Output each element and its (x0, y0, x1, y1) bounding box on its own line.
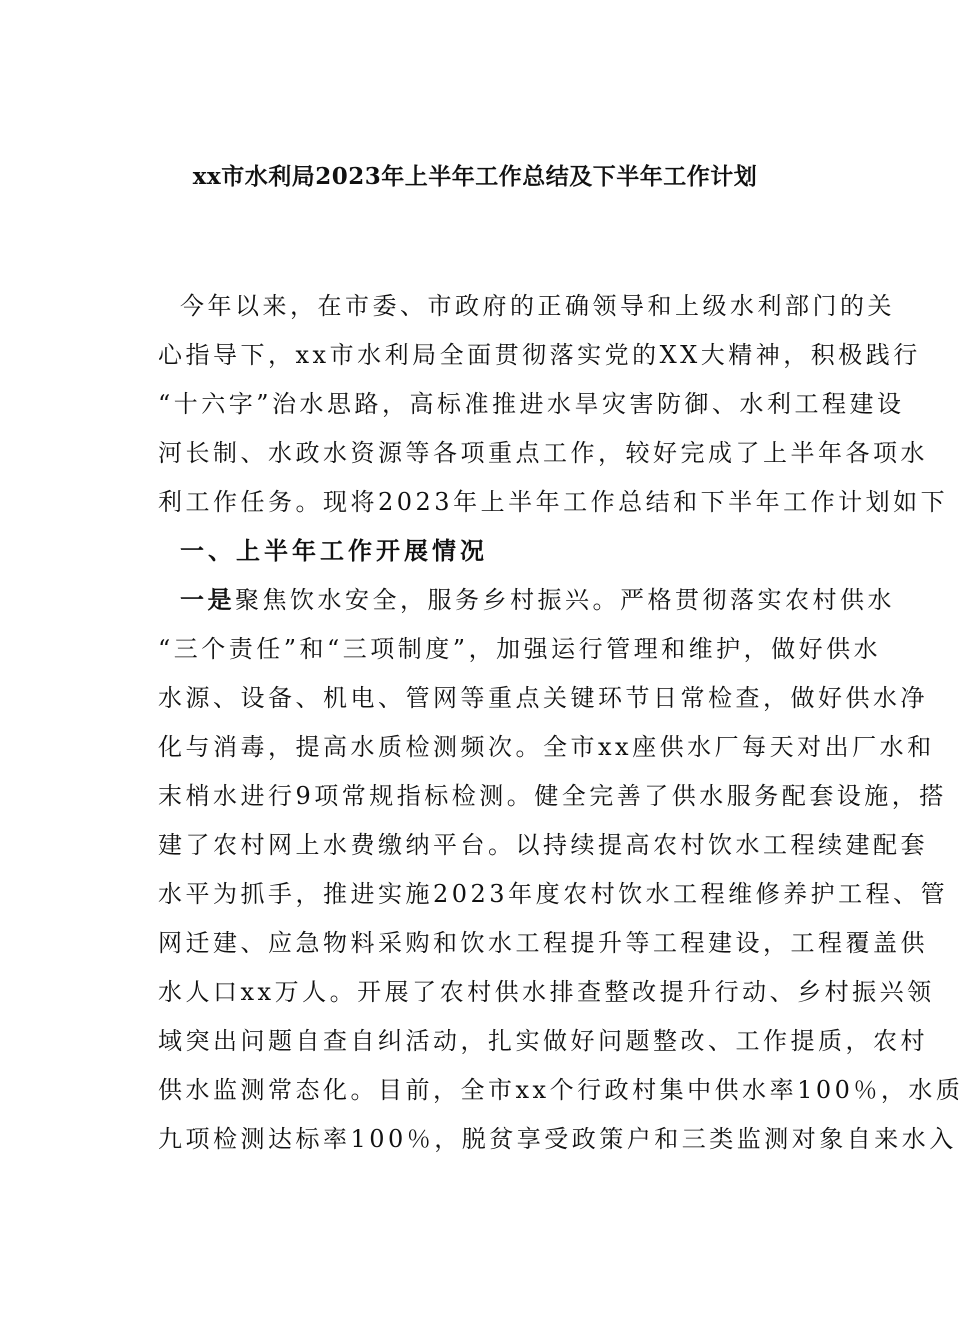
item1-line-2: “三个责任”和“三项制度”，加强运行管理和维护，做好供水 (158, 635, 882, 663)
item1-line-5: 末梢水进行9项常规指标检测。健全完善了供水服务配套设施，搭 (158, 782, 947, 810)
item1-line-9: 水人口xx万人。开展了农村供水排查整改提升行动、乡村振兴领 (158, 978, 935, 1006)
item1-line-1 (180, 582, 895, 618)
item1-line-12: 九项检测达标率100％，脱贫享受政策户和三类监测对象自来水入 (158, 1125, 957, 1153)
item1-line-11: 供水监测常态化。目前，全市xx个行政村集中供水率100％，水质 (158, 1076, 963, 1104)
item1-line-7: 水平为抓手，推进实施2023年度农村饮水工程维修养护工程、管 (158, 880, 949, 908)
item1-line-4: 化与消毒，提高水质检测频次。全市xx座供水厂每天对出厂水和 (158, 733, 935, 761)
intro-line-1: 今年以来，在市委、市政府的正确领导和上级水利部门的关 (180, 292, 895, 320)
item1-first-rest: 聚焦饮水安全，服务乡村振兴。严格贯彻落实农村供水 (235, 586, 895, 614)
intro-line-5: 利工作任务。现将2023年上半年工作总结和下半年工作计划如下 (158, 488, 949, 516)
document-title: xx市水利局2023年上半年工作总结及下半年工作计划 (192, 163, 758, 190)
section-heading-1: 一、上半年工作开展情况 (180, 536, 488, 565)
item1-line-8: 网迁建、应急物料采购和饮水工程提升等工程建设，工程覆盖供 (158, 929, 928, 957)
item1-line-10: 域突出问题自查自纠活动，扎实做好问题整改、工作提质，农村 (158, 1027, 928, 1055)
item1-line-3: 水源、设备、机电、管网等重点关键环节日常检查，做好供水净 (158, 684, 928, 712)
item1-lead: 一是 (180, 585, 235, 614)
item1-line-6: 建了农村网上水费缴纳平台。以持续提高农村饮水工程续建配套 (158, 831, 928, 859)
intro-line-4: 河长制、水政水资源等各项重点工作，较好完成了上半年各项水 (158, 439, 928, 467)
intro-line-2: 心指导下，xx市水利局全面贯彻落实党的XX大精神，积极践行 (158, 341, 921, 369)
intro-line-3: “十六字”治水思路，高标准推进水旱灾害防御、水利工程建设 (158, 390, 905, 418)
